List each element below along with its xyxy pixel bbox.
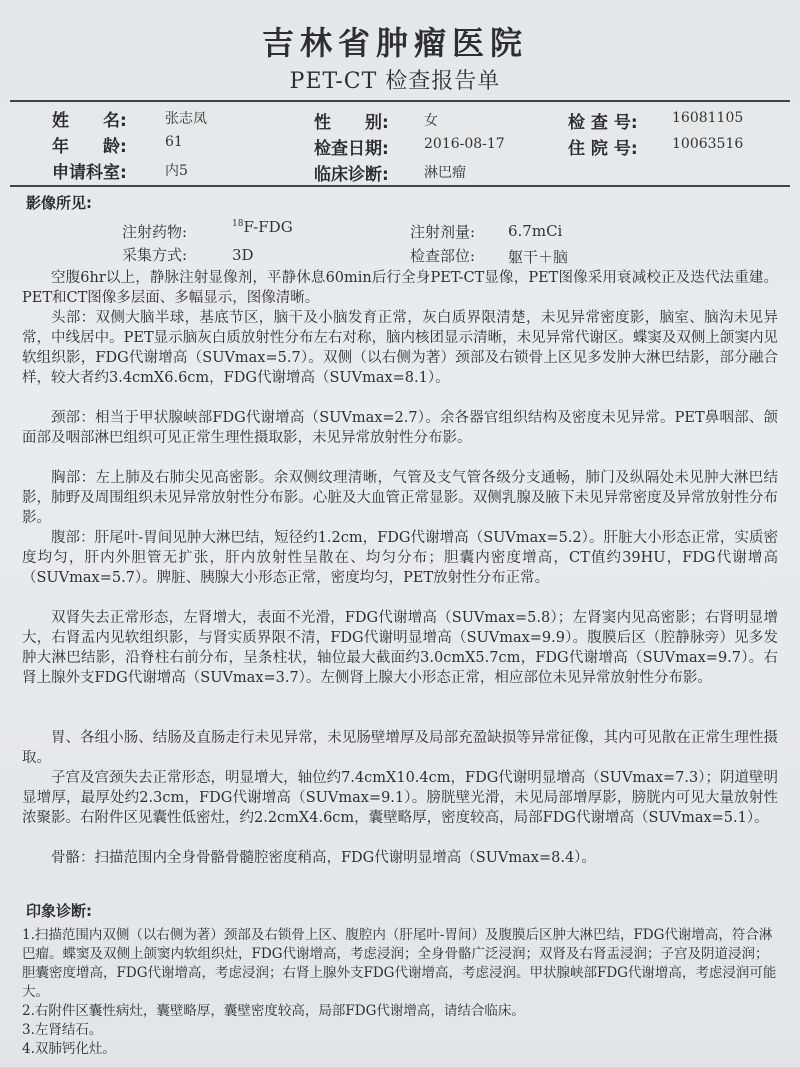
exam-site-label: 检查部位: xyxy=(410,247,476,265)
drug-value xyxy=(232,218,293,236)
hospital-name: 吉林省肿瘤医院 xyxy=(261,24,528,62)
impression-heading: 印象诊断: xyxy=(26,902,92,920)
dose-label: 注射剂量: xyxy=(410,223,476,241)
inpatient-no-label: 住 院 号: xyxy=(568,139,638,159)
exam-no-label: 检 查 号: xyxy=(568,113,638,133)
header-rule xyxy=(10,100,790,102)
impression-item: 3.左肾结石。 xyxy=(22,1022,103,1038)
clinical-diagnosis-label: 临床诊断: xyxy=(314,165,389,185)
findings-gi: 胃、各组小肠、结肠及直肠走行未见异常，未见肠壁增厚及局部充盈缺损等异常征像，其内可见散在正常生理性摄取。 xyxy=(22,730,778,766)
age-value: 61 xyxy=(165,134,183,150)
findings-protocol: 空腹6hr以上，静脉注射显像剂，平静休息60min后行全身PET-CT显像，PET图像采用衰减校正及迭代法重建。PET和CT图像多层面、多幅显示，图像清晰。 xyxy=(22,270,778,306)
info-rule xyxy=(10,185,790,187)
acquisition-mode-label: 采集方式: xyxy=(122,246,188,264)
exam-date-value: 2016-08-17 xyxy=(424,136,505,152)
clinical-diagnosis-value: 淋巴瘤 xyxy=(424,165,466,181)
acquisition-mode-value: 3D xyxy=(232,246,254,264)
drug-label: 注射药物: xyxy=(122,223,188,241)
sex-label: 性 别: xyxy=(314,113,389,133)
findings-kidneys: 双肾失去正常形态，左肾增大，表面不光滑，FDG代谢增高（SUVmax=5.8）；左肾窦内见高密影；右肾明显增大，右肾盂内见软组织影，与肾实质界限不清，FDG代谢明显增高（SUVmax=9.9）。腹膜后区（腔静脉旁）见多发肿大淋巴结影，沿脊柱右前分布，呈条柱状，轴位最大截面约3.0cmX5.7cm，FDG代谢增高（SUVmax=9.7）。右肾上腺外支FDG代谢增高（SUVmax=3.7）。左侧肾上腺大小形态正常，相应部位未见异常放射性分布影。 xyxy=(22,610,778,686)
findings-heading: 影像所见: xyxy=(26,194,92,212)
impression-list xyxy=(22,926,778,1059)
impression-item: 1.扫描范围内双侧（以右侧为著）颈部及右锁骨上区、腹腔内（肝尾叶-胃间）及腹膜后区肿大淋巴结，FDG代谢增高，符合淋巴瘤。蝶窦及双侧上颌窦内软组织灶，FDG代谢增高，考虑浸润；全身骨骼广泛浸润；双肾及右肾盂浸润；子宫及阴道浸润；胆囊密度增高，FDG代谢增高，考虑浸润；右肾上腺外支FDG代谢增高，考虑浸润。甲状腺峡部FDG代谢增高，考虑浸润可能大。 xyxy=(22,927,777,1000)
inpatient-no-value: 10063516 xyxy=(672,136,744,152)
sex-value: 女 xyxy=(424,113,438,129)
findings-chest: 胸部：左上肺及右肺尖见高密影。余双侧纹理清晰，气管及支气管各级分支通畅，肺门及纵隔处未见肿大淋巴结影，肺野及周围组织未见异常放射性分布影。心脏及大血管正常显影。双侧乳腺及腋下未见异常密度及异常放射性分布影。 xyxy=(22,470,778,526)
report-title: PET-CT 检查报告单 xyxy=(289,69,501,94)
drug-name: F-FDG xyxy=(243,218,293,236)
impression-item: 2.右附件区囊性病灶，囊壁略厚，囊壁密度较高，局部FDG代谢增高，请结合临床。 xyxy=(22,1003,525,1019)
drug-isotope: 18 xyxy=(232,219,244,229)
exam-date-label: 检查日期: xyxy=(314,139,389,159)
impression-item: 4.双肺钙化灶。 xyxy=(22,1041,116,1057)
exam-site-value: 躯干＋脑 xyxy=(508,248,569,266)
name-label: 姓 名: xyxy=(52,111,127,131)
findings-bone: 骨骼：扫描范围内全身骨骼骨髓腔密度稍高，FDG代谢明显增高（SUVmax=8.4）。 xyxy=(51,850,596,866)
findings-head: 头部：双侧大脑半球，基底节区，脑干及小脑发育正常，灰白质界限清楚，未见异常密度影，脑室、脑沟未见异常，中线居中。PET显示脑灰白质放射性分布左右对称，脑内核团显示清晰，未见异常代谢区。蝶窦及双侧上颌窦内见软组织影，FDG代谢增高（SUVmax=5.7）。双侧（以右侧为著）颈部及右锁骨上区见多发肿大淋巴结影，部分融合样，较大者约3.4cmX6.6cm，FDG代谢增高（SUVmax=8.1）。 xyxy=(22,310,778,386)
findings-abdomen: 腹部：肝尾叶-胃间见肿大淋巴结，短径约1.2cm，FDG代谢增高（SUVmax=5.2）。肝脏大小形态正常，实质密度均匀，肝内外胆管无扩张，肝内放射性呈散在、均匀分布；胆囊内密度增高，CT值约39HU，FDG代谢增高（SUVmax=5.7）。脾脏、胰腺大小形态正常，密度均匀，PET放射性分布正常。 xyxy=(22,530,778,586)
findings-neck: 颈部：相当于甲状腺峡部FDG代谢增高（SUVmax=2.7）。余各器官组织结构及密度未见异常。PET鼻咽部、颌面部及咽部淋巴组织可见正常生理性摄取影，未见异常放射性分布影。 xyxy=(22,410,778,446)
age-label: 年 龄: xyxy=(52,137,127,157)
exam-no-value: 16081105 xyxy=(672,110,744,126)
findings-pelvis: 子宫及宫颈失去正常形态，明显增大，轴位约7.4cmX10.4cm，FDG代谢明显增高（SUVmax=7.3）；阴道壁明显增厚，最厚处约2.3cm，FDG代谢增高（SUVmax=9.1）。膀胱壁光滑，未见局部增厚影，膀胱内可见大量放射性浓聚影。右附件区见囊性低密灶，约2.2cmX4.6cm，囊壁略厚，密度较高，局部FDG代谢增高（SUVmax=5.1）。 xyxy=(22,770,778,826)
dose-value: 6.7mCi xyxy=(508,222,563,240)
dept-label: 申请科室: xyxy=(52,163,127,183)
dept-value: 内5 xyxy=(165,163,188,179)
name-value: 张志凤 xyxy=(165,111,207,127)
